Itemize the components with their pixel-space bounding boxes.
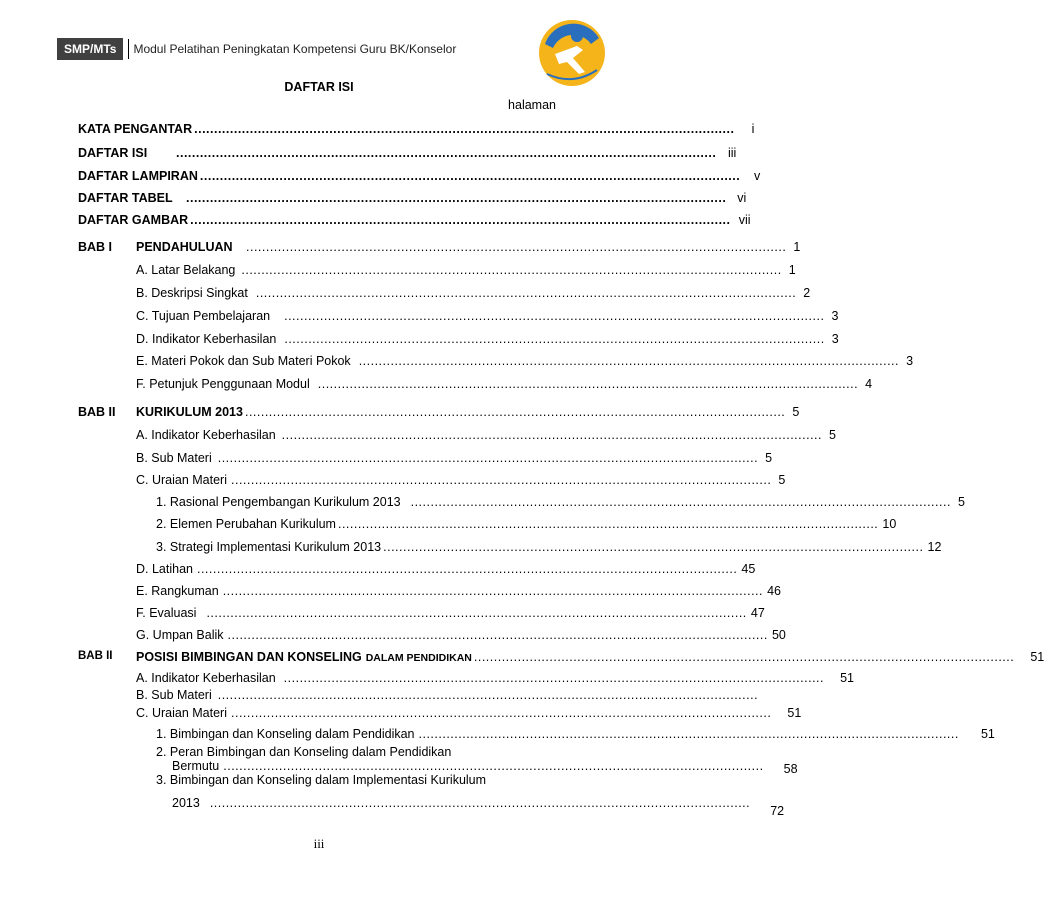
toc-entry[interactable] <box>136 606 765 620</box>
toc-entry-page: v <box>753 169 761 183</box>
dot-leader: ........................................................................................................................................ <box>244 405 786 419</box>
toc-entry[interactable] <box>172 759 798 776</box>
toc-entry-page: i <box>751 122 755 136</box>
toc-entry-label: B. Deskripsi Singkat <box>136 286 248 300</box>
toc-entry-label: A. Indikator Keberhasilan <box>136 428 276 442</box>
module-header <box>57 38 456 60</box>
toc-entry[interactable] <box>156 727 995 741</box>
toc-entry-page: 51 <box>840 671 854 685</box>
toc-entry[interactable] <box>136 628 786 642</box>
toc-entry-label: E. Rangkuman <box>136 584 219 598</box>
toc-entry[interactable] <box>136 377 873 391</box>
toc-entry-page: 1 <box>793 240 801 254</box>
dot-leader: ........................................................................................................................................ <box>284 332 825 346</box>
dot-leader: ........................................................................................................................................ <box>383 540 924 554</box>
toc-entry-label: D. Latihan <box>136 562 193 576</box>
toc-entry-page: 3 <box>831 332 839 346</box>
toc-entry[interactable] <box>136 286 811 300</box>
toc-entry-label: 3. Strategi Implementasi Kurikulum 2013 <box>156 540 382 554</box>
toc-entry[interactable] <box>78 122 755 136</box>
toc-entry-page: 72 <box>770 804 785 818</box>
toc-entry[interactable] <box>156 745 556 759</box>
dot-leader: ........................................................................................................................................ <box>196 562 738 576</box>
toc-entry[interactable] <box>172 796 785 818</box>
chapter-title: PENDAHULUAN <box>136 240 233 254</box>
toc-entry-page: 10 <box>882 517 897 531</box>
toc-entry-label: 3. Bimbingan dan Konseling dalam Implementasi Kurikulum <box>156 773 487 787</box>
halaman-label: halaman <box>508 98 556 112</box>
dot-leader: ........................................................................................................................................ <box>337 517 879 531</box>
chapter-heading[interactable] <box>136 240 801 254</box>
toc-entry[interactable] <box>78 213 751 227</box>
toc-entry-page: 5 <box>778 473 786 487</box>
toc-entry-label: D. Indikator Keberhasilan <box>136 332 277 346</box>
toc-entry[interactable] <box>136 473 786 487</box>
dot-leader: ........................................................................................................................................ <box>473 650 1015 664</box>
dot-leader: ........................................................................................................................................ <box>176 146 717 160</box>
toc-entry-page: 51 <box>1030 650 1044 664</box>
toc-entry-page: 5 <box>829 428 836 442</box>
dot-leader: ........................................................................................................................................ <box>317 377 859 391</box>
chapter-heading[interactable] <box>136 650 1044 664</box>
dot-leader: ........................................................................................................................................ <box>217 451 759 465</box>
toc-entry-page: 51 <box>787 706 802 720</box>
dot-leader: ........................................................................................................................................ <box>358 354 900 368</box>
module-title: Modul Pelatihan Peningkatan Kompetensi Guru BK/Konselor <box>133 42 457 56</box>
toc-entry-page: 5 <box>957 495 965 509</box>
toc-entry-label: 2013 <box>172 796 200 810</box>
toc-entry-page: 46 <box>767 584 782 598</box>
toc-entry-label: C. Uraian Materi <box>136 706 227 720</box>
chapter-number: BAB II <box>78 405 116 419</box>
page-number: iii <box>313 836 325 851</box>
toc-entry[interactable] <box>136 428 836 442</box>
toc-entry-label: E. Materi Pokok dan Sub Materi Pokok <box>136 354 351 368</box>
dot-leader: ........................................................................................................................................ <box>206 606 747 620</box>
toc-entry[interactable] <box>78 191 747 205</box>
toc-entry-label: F. Petunjuk Penggunaan Modul <box>136 377 310 391</box>
dot-leader: ........................................................................................................................................ <box>227 628 768 642</box>
chapter-number: BAB I <box>78 240 113 254</box>
toc-entry-label: 2. Peran Bimbingan dan Konseling dalam Pendidikan <box>156 745 452 759</box>
dot-leader: ........................................................................................................................................ <box>284 309 825 323</box>
toc-entry-page: 3 <box>831 309 839 323</box>
toc-entry[interactable] <box>136 584 782 598</box>
toc-entry-label: Bermutu <box>172 759 220 773</box>
toc-entry-label: 1. Bimbingan dan Konseling dalam Pendidikan <box>156 727 415 741</box>
toc-entry-page: 45 <box>741 562 756 576</box>
toc-entry-page: 5 <box>792 405 800 419</box>
toc-entry[interactable] <box>156 773 556 787</box>
toc-entry-label: C. Tujuan Pembelajaran <box>136 309 271 323</box>
chapter-title: POSISI BIMBINGAN DAN KONSELING <box>136 650 362 664</box>
header-divider <box>128 39 129 59</box>
toc-entry-label: DAFTAR LAMPIRAN <box>78 169 198 183</box>
toc-entry-page: 47 <box>750 606 765 620</box>
dot-leader: ........................................................................................................................................ <box>194 122 735 136</box>
dot-leader: ........................................................................................................................................ <box>199 169 741 183</box>
toc-entry[interactable] <box>136 562 756 576</box>
dot-leader: ........................................................................................................................................ <box>241 263 782 277</box>
toc-entry-page: 3 <box>906 354 914 368</box>
toc-entry-page: 50 <box>771 628 786 642</box>
toc-entry-label: F. Evaluasi <box>136 606 197 620</box>
toc-entry-label: 1. Rasional Pengembangan Kurikulum 2013 <box>156 495 401 509</box>
toc-entry[interactable] <box>156 540 942 554</box>
page-title: DAFTAR ISI <box>284 80 354 94</box>
chapter-number: BAB II <box>78 650 113 662</box>
dot-leader: ........................................................................................................................................ <box>231 706 772 720</box>
toc-entry-label: DAFTAR GAMBAR <box>78 213 189 227</box>
dot-leader: ........................................................................................................................................ <box>418 727 959 741</box>
toc-entry-label: 2. Elemen Perubahan Kurikulum <box>156 517 336 531</box>
toc-entry[interactable] <box>136 688 759 702</box>
toc-entry-page: 4 <box>865 377 873 391</box>
toc-entry-label: B. Sub Materi <box>136 451 212 465</box>
toc-entry[interactable] <box>136 263 796 277</box>
toc-entry[interactable] <box>78 146 737 160</box>
toc-entry-label: KATA PENGANTAR <box>78 122 193 136</box>
toc-entry-page: 12 <box>927 540 942 554</box>
dot-leader: ........................................................................................................................................ <box>283 671 824 685</box>
dot-leader: ........................................................................................................................................ <box>217 688 759 702</box>
toc-entry-label: C. Uraian Materi <box>136 473 227 487</box>
toc-entry[interactable] <box>78 169 761 183</box>
toc-entry-page: 58 <box>783 762 798 776</box>
dot-leader: ........................................................................................................................................ <box>231 473 772 487</box>
toc-entry-label: G. Umpan Balik <box>136 628 224 642</box>
dot-leader: ........................................................................................................................................ <box>186 191 727 205</box>
toc-entry-page: 2 <box>803 286 811 300</box>
toc-entry[interactable] <box>136 309 839 323</box>
toc-entry[interactable] <box>136 706 802 720</box>
toc-entry-page: 51 <box>980 727 995 741</box>
chapter-title: KURIKULUM 2013 <box>136 405 243 419</box>
toc-entry-page: iii <box>727 146 737 160</box>
toc-entry-page: vi <box>737 191 747 205</box>
toc-entry-label: B. Sub Materi <box>136 688 212 702</box>
toc-entry-page: vii <box>738 213 751 227</box>
toc-entry[interactable] <box>136 354 914 368</box>
toc-entry-label: DAFTAR ISI <box>78 146 148 160</box>
toc-entry-page: 5 <box>765 451 773 465</box>
toc-entry-page: 1 <box>788 263 796 277</box>
toc-entry[interactable] <box>136 671 854 685</box>
level-badge: SMP/MTs <box>57 38 123 60</box>
chapter-heading[interactable] <box>136 405 800 419</box>
toc-entry-label: A. Latar Belakang <box>136 263 236 277</box>
toc-entry[interactable] <box>156 495 965 509</box>
dot-leader: ........................................................................................................................................ <box>255 286 797 300</box>
chapter-title-suffix: DALAM PENDIDIKAN <box>365 652 472 664</box>
toc-entry[interactable] <box>136 451 773 465</box>
dot-leader: ........................................................................................................................................ <box>246 240 787 254</box>
toc-entry-label: A. Indikator Keberhasilan <box>136 671 276 685</box>
toc-entry[interactable] <box>136 332 839 346</box>
dot-leader: ........................................................................................................................................ <box>223 759 764 773</box>
dot-leader: ........................................................................................................................................ <box>190 213 731 227</box>
dot-leader: ........................................................................................................................................ <box>209 796 751 810</box>
toc-entry[interactable] <box>156 517 897 531</box>
dot-leader: ........................................................................................................................................ <box>410 495 951 509</box>
toc-entry-label: DAFTAR TABEL <box>78 191 173 205</box>
dot-leader: ........................................................................................................................................ <box>281 428 822 442</box>
dot-leader: ........................................................................................................................................ <box>222 584 764 598</box>
